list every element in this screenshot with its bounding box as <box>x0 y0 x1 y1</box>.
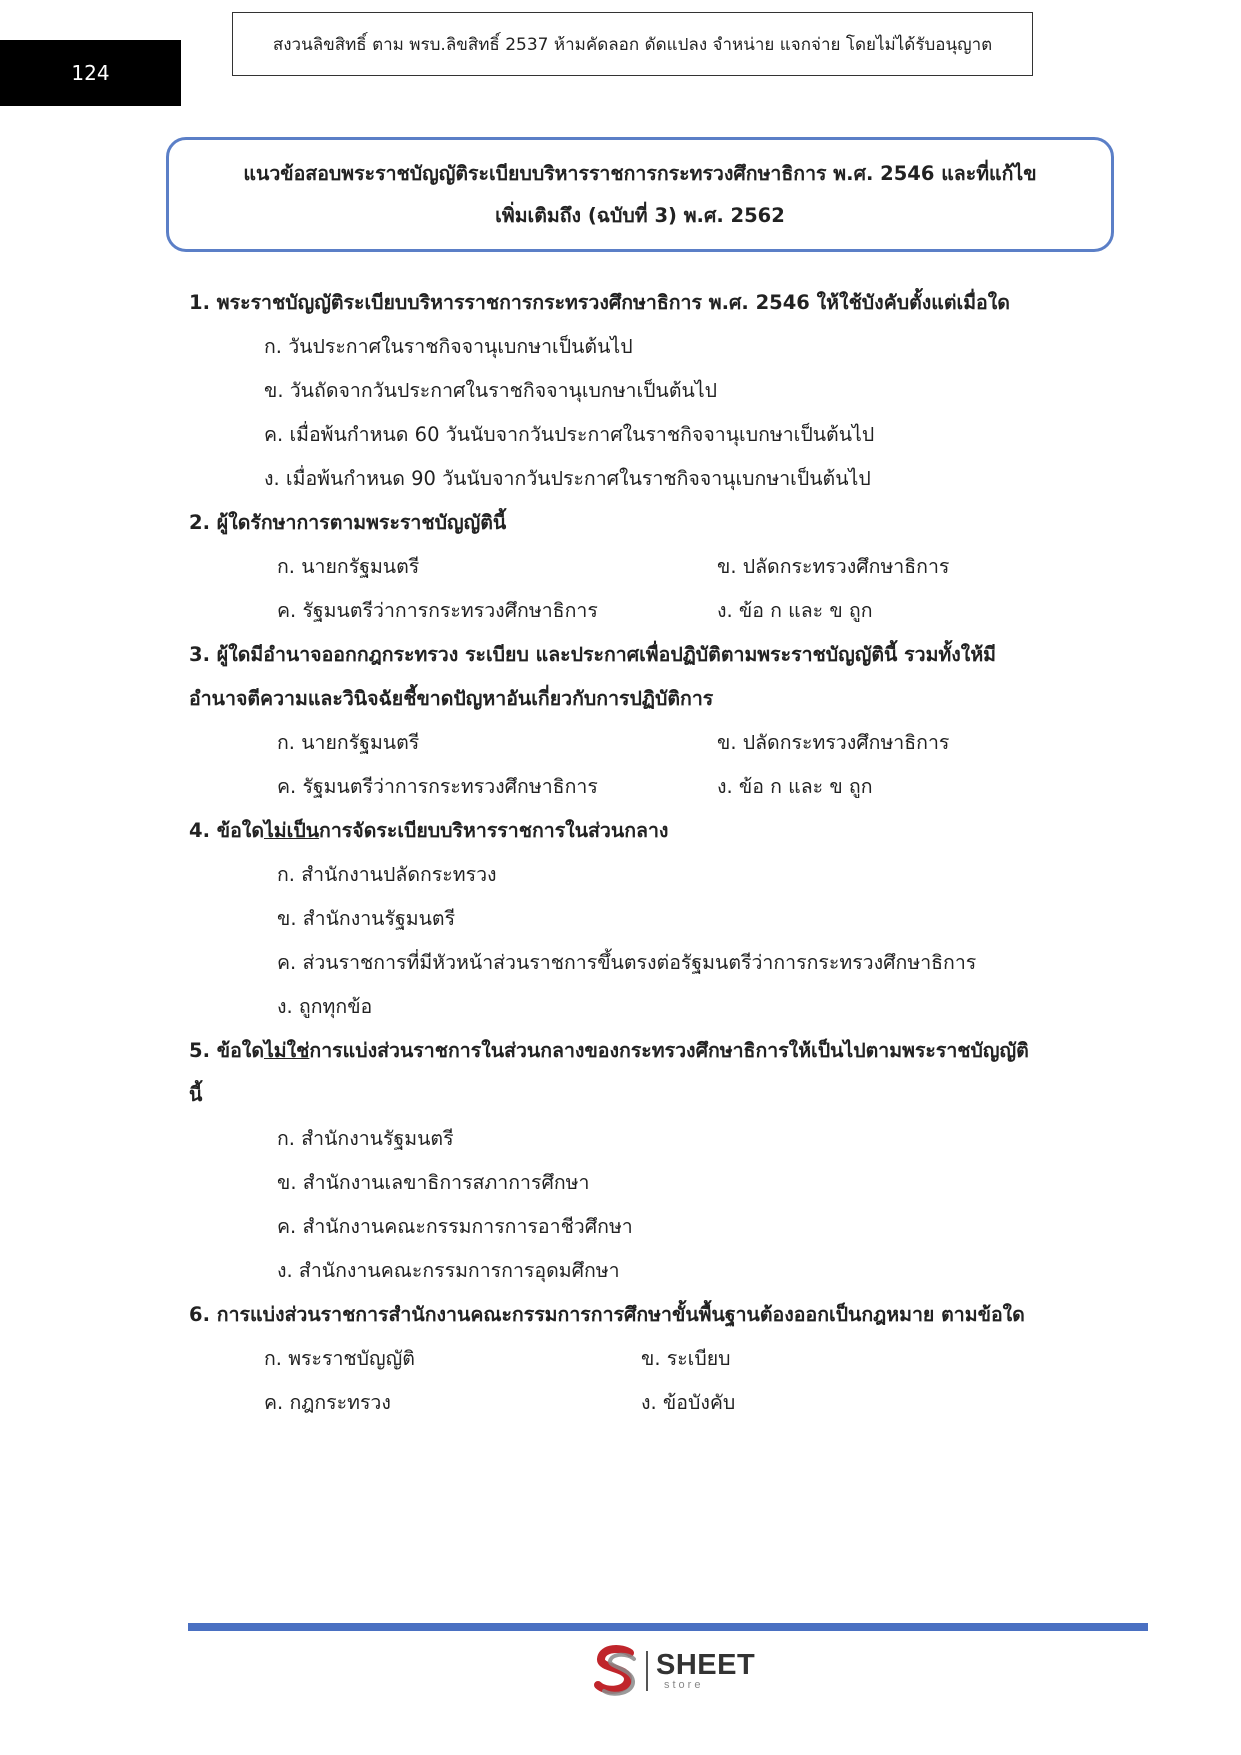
option-2d: ง. ข้อ ก และ ข ถูก <box>717 599 873 622</box>
option-1c: ค. เมื่อพ้นกำหนด 60 วันนับจากวันประกาศในราชกิจจานุเบกษาเป็นต้นไป <box>264 423 875 446</box>
logo-sub-text: store <box>664 1679 704 1691</box>
option-4d: ง. ถูกทุกข้อ <box>277 995 373 1018</box>
page-number: 124 <box>0 40 181 106</box>
question-4-emphasis: ไม่เป็น <box>264 819 320 842</box>
document-title <box>166 137 1114 252</box>
option-4c: ค. ส่วนราชการที่มีหัวหน้าส่วนราชการขึ้นตรงต่อรัฐมนตรีว่าการกระทรวงศึกษาธิการ <box>277 951 977 974</box>
footer-divider <box>188 1623 1148 1631</box>
question-1: 1. พระราชบัญญัติระเบียบบริหารราชการกระทรวงศึกษาธิการ พ.ศ. 2546 ให้ใช้บังคับตั้งแต่เมื่อใด <box>189 291 1010 314</box>
question-2: 2. ผู้ใดรักษาการตามพระราชบัญญัตินี้ <box>189 511 507 534</box>
question-5-line-2: นี้ <box>189 1083 203 1106</box>
question-5-emphasis: ไม่ใช่ <box>264 1039 310 1062</box>
option-6d: ง. ข้อบังคับ <box>641 1391 736 1414</box>
option-2b: ข. ปลัดกระทรวงศึกษาธิการ <box>717 555 950 578</box>
question-list <box>189 281 1109 1425</box>
question-6: 6. การแบ่งส่วนราชการสำนักงานคณะกรรมการการศึกษาขั้นพื้นฐานต้องออกเป็นกฎหมาย ตามข้อใด <box>189 1303 1025 1326</box>
option-5a: ก. สำนักงานรัฐมนตรี <box>277 1127 454 1150</box>
sheet-store-logo <box>594 1643 755 1699</box>
question-5-line-1 <box>189 1029 1109 1073</box>
title-line-2: เพิ่มเติมถึง (ฉบับที่ 3) พ.ศ. 2562 <box>495 203 785 227</box>
option-1a: ก. วันประกาศในราชกิจจานุเบกษาเป็นต้นไป <box>264 335 633 358</box>
question-5-suffix: การแบ่งส่วนราชการในส่วนกลางของกระทรวงศึกษาธิการให้เป็นไปตามพระราชบัญญัติ <box>309 1039 1029 1062</box>
option-6b: ข. ระเบียบ <box>641 1347 731 1370</box>
option-6c: ค. กฎกระทรวง <box>264 1391 391 1414</box>
option-6a: ก. พระราชบัญญัติ <box>264 1347 415 1370</box>
option-5b: ข. สำนักงานเลขาธิการสภาการศึกษา <box>277 1171 590 1194</box>
options-2-row-1 <box>189 545 1109 589</box>
logo-wordmark <box>656 1651 755 1691</box>
question-4-suffix: การจัดระเบียบบริหารราชการในส่วนกลาง <box>319 819 669 842</box>
options-2-row-2 <box>189 589 1109 633</box>
question-3-line-1: 3. ผู้ใดมีอำนาจออกกฎกระทรวง ระเบียบ และประกาศเพื่อปฏิบัติตามพระราชบัญญัตินี้ รวมทั้งให้มี <box>189 643 997 666</box>
option-5d: ง. สำนักงานคณะกรรมการการอุดมศึกษา <box>277 1259 620 1282</box>
option-1b: ข. วันถัดจากวันประกาศในราชกิจจานุเบกษาเป็นต้นไป <box>264 379 718 402</box>
question-5-prefix: 5. ข้อใด <box>189 1039 264 1062</box>
option-2a: ก. นายกรัฐมนตรี <box>277 555 420 578</box>
options-6-row-2 <box>189 1381 1109 1425</box>
option-4b: ข. สำนักงานรัฐมนตรี <box>277 907 456 930</box>
copyright-notice: สงวนลิขสิทธิ์ ตาม พรบ.ลิขสิทธิ์ 2537 ห้ามคัดลอก ดัดแปลง จำหน่าย แจกจ่าย โดยไม่ได้รับอนุญาต <box>232 12 1033 76</box>
logo-separator <box>646 1651 648 1691</box>
option-3b: ข. ปลัดกระทรวงศึกษาธิการ <box>717 731 950 754</box>
option-2c: ค. รัฐมนตรีว่าการกระทรวงศึกษาธิการ <box>277 599 598 622</box>
option-3d: ง. ข้อ ก และ ข ถูก <box>717 775 873 798</box>
title-line-1: แนวข้อสอบพระราชบัญญัติระเบียบบริหารราชการกระทรวงศึกษาธิการ พ.ศ. 2546 และที่แก้ไข <box>243 161 1037 185</box>
option-4a: ก. สำนักงานปลัดกระทรวง <box>277 863 497 886</box>
logo-main-text: SHEET <box>656 1649 756 1681</box>
options-3-row-1 <box>189 721 1109 765</box>
sheet-store-s-icon <box>594 1645 640 1697</box>
options-3-row-2 <box>189 765 1109 809</box>
question-4 <box>189 809 1109 853</box>
question-3-line-2: อำนาจตีความและวินิจฉัยชี้ขาดปัญหาอันเกี่ยวกับการปฏิบัติการ <box>189 687 714 710</box>
question-4-prefix: 4. ข้อใด <box>189 819 264 842</box>
option-5c: ค. สำนักงานคณะกรรมการการอาชีวศึกษา <box>277 1215 633 1238</box>
option-3c: ค. รัฐมนตรีว่าการกระทรวงศึกษาธิการ <box>277 775 598 798</box>
option-1d: ง. เมื่อพ้นกำหนด 90 วันนับจากวันประกาศในราชกิจจานุเบกษาเป็นต้นไป <box>264 467 871 490</box>
option-3a: ก. นายกรัฐมนตรี <box>277 731 420 754</box>
options-6-row-1 <box>189 1337 1109 1381</box>
